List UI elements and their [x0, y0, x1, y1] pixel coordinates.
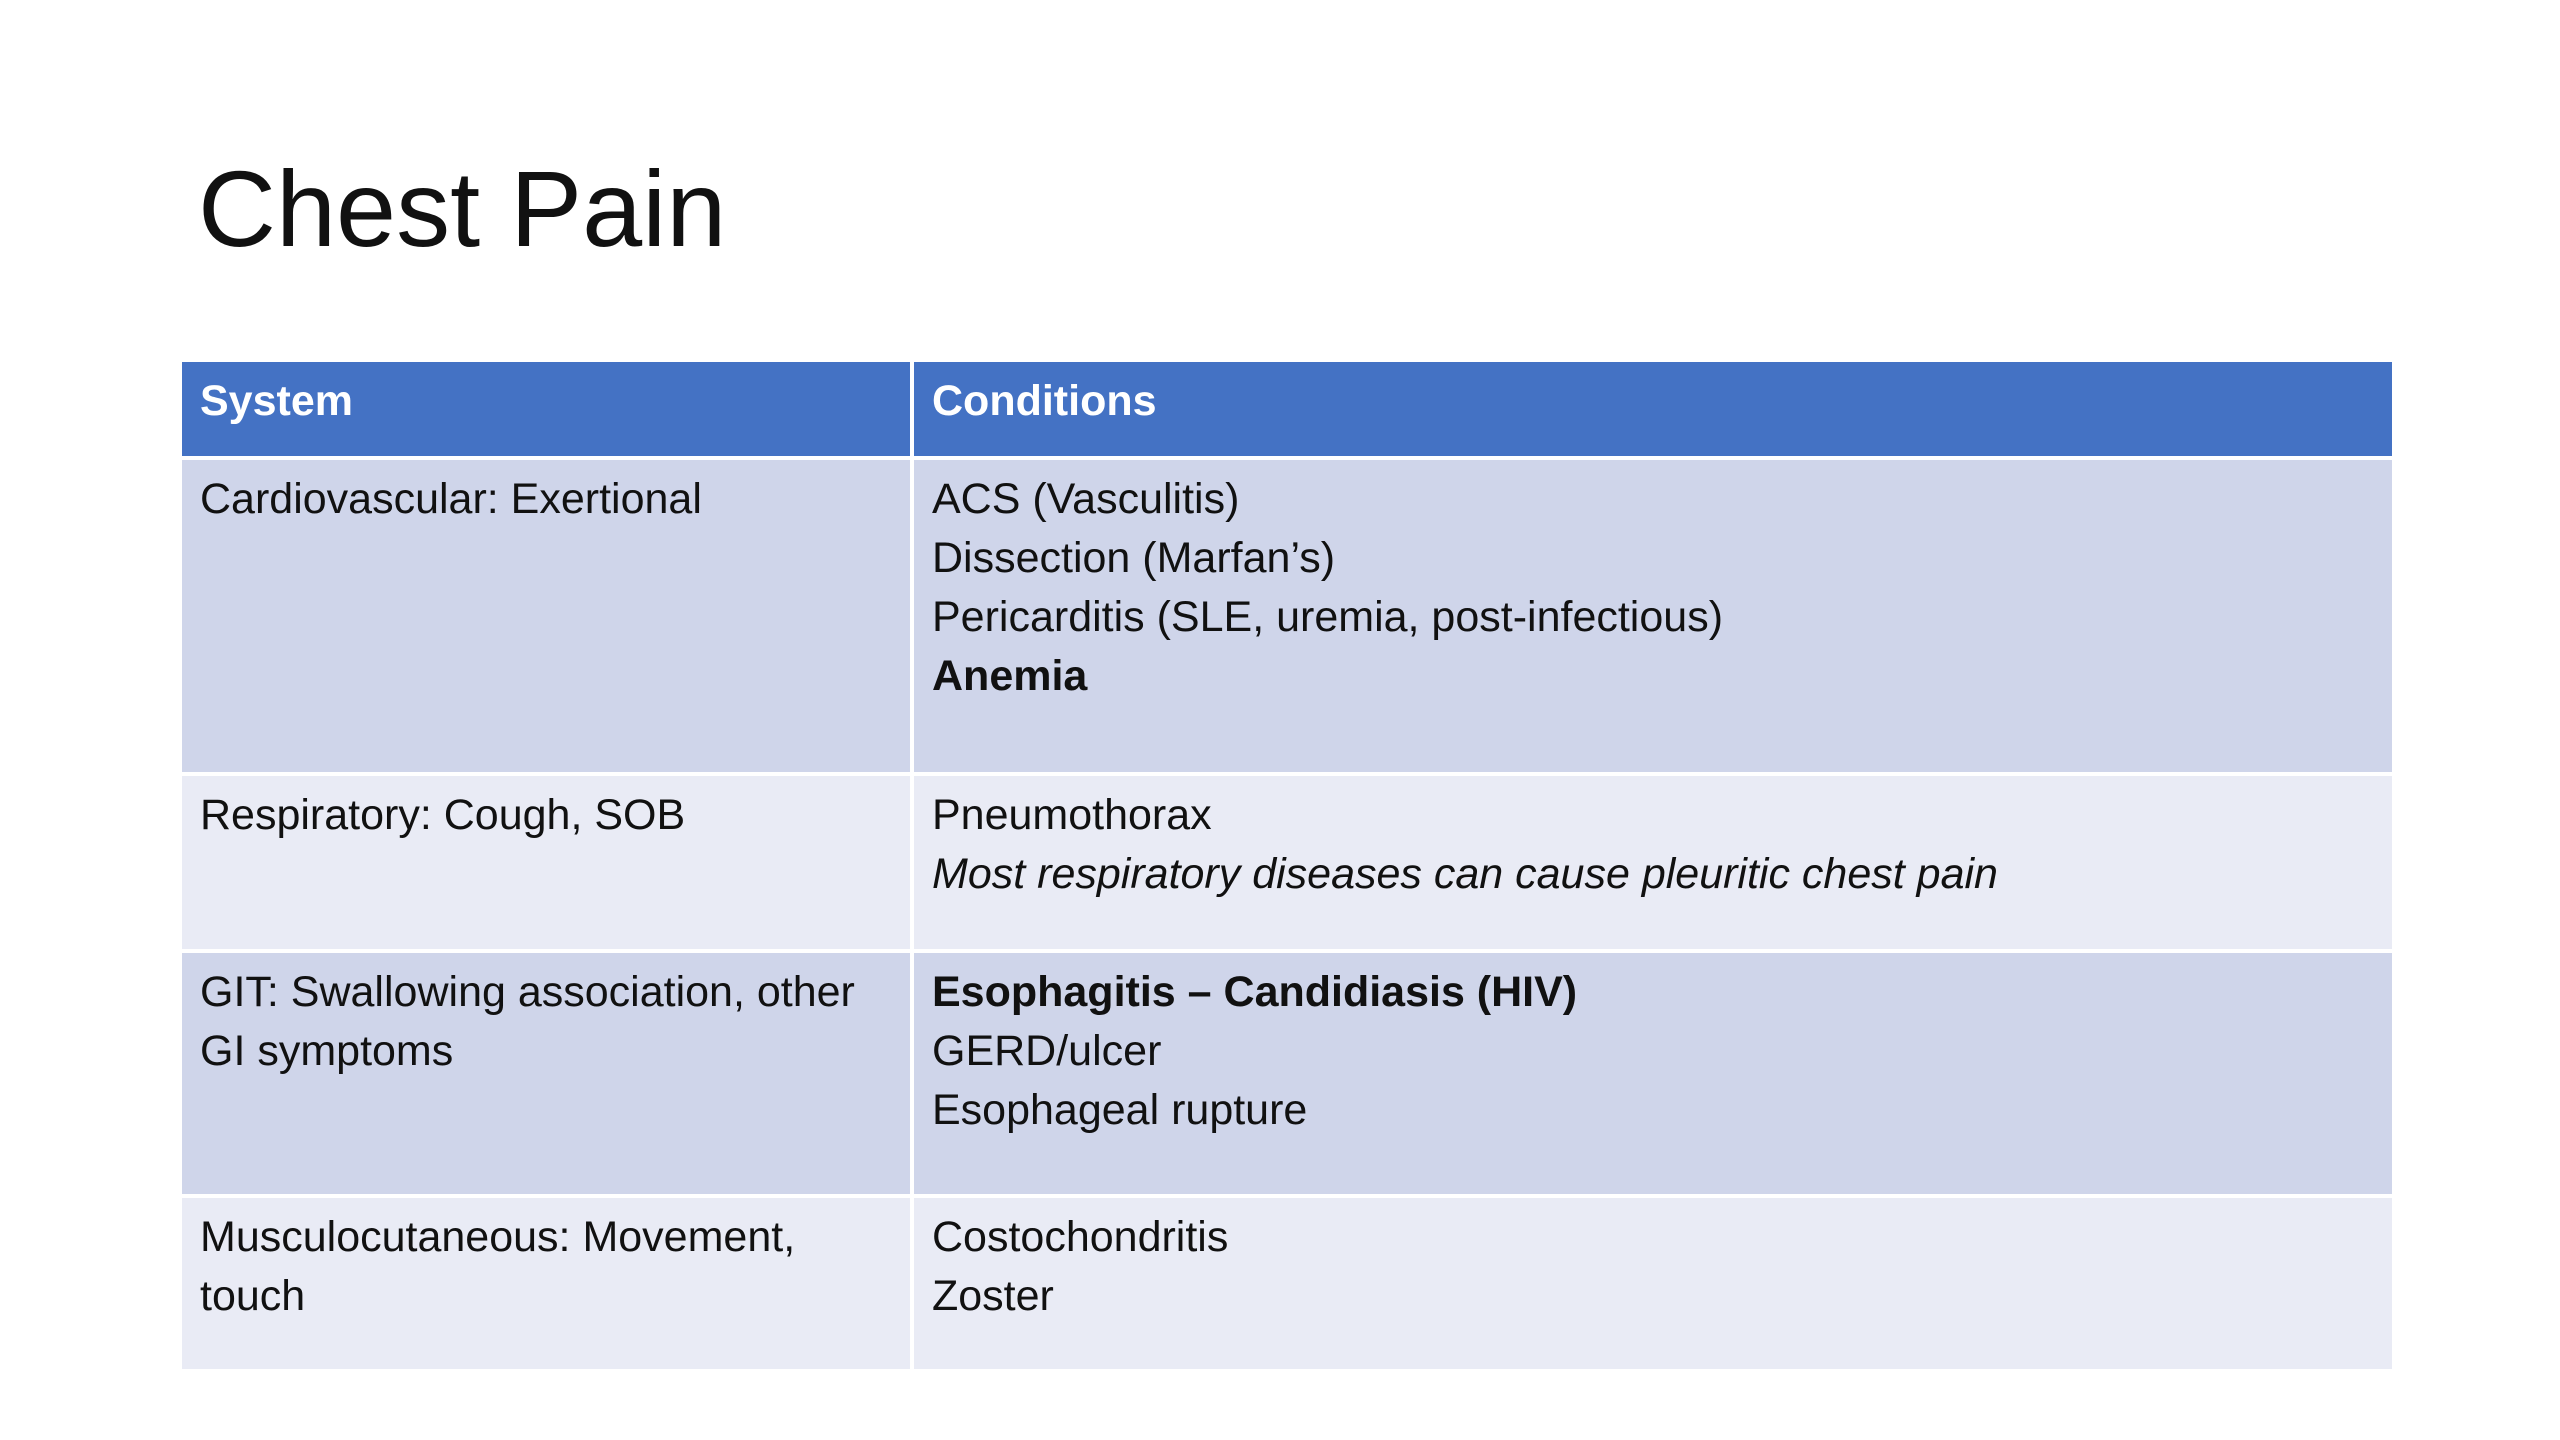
condition-item: ACS (Vasculitis) [932, 475, 1240, 523]
system-cell: Musculocutaneous: Movement, touch [180, 1196, 912, 1371]
condition-item: Esophageal rupture [932, 1086, 1308, 1134]
table-row [180, 458, 2394, 774]
system-cell: GIT: Swallowing association, other GI symptoms [180, 951, 912, 1196]
table-row [180, 774, 2394, 951]
condition-item: Dissection (Marfan’s) [932, 534, 1336, 582]
table-row [180, 1196, 2394, 1371]
condition-item: Pneumothorax [932, 791, 1212, 839]
condition-item: Costochondritis [932, 1213, 1229, 1261]
conditions-cell [912, 1196, 2394, 1371]
system-cell: Cardiovascular: Exertional [180, 458, 912, 774]
condition-item: Anemia [932, 652, 1088, 700]
table-row [180, 951, 2394, 1196]
system-cell: Respiratory: Cough, SOB [180, 774, 912, 951]
condition-item: Zoster [932, 1272, 1054, 1320]
table-header-row [180, 360, 2394, 458]
conditions-cell [912, 774, 2394, 951]
conditions-table [178, 358, 2396, 1373]
condition-item: Esophagitis – Candidiasis (HIV) [932, 968, 1578, 1016]
header-conditions: Conditions [912, 360, 2394, 458]
condition-item: GERD/ulcer [932, 1027, 1162, 1075]
conditions-cell [912, 951, 2394, 1196]
header-system: System [180, 360, 912, 458]
slide-title: Chest Pain [198, 148, 727, 269]
conditions-cell [912, 458, 2394, 774]
condition-item: Pericarditis (SLE, uremia, post-infectious) [932, 593, 1724, 641]
condition-note: Most respiratory diseases can cause pleuritic chest pain [932, 850, 1998, 898]
